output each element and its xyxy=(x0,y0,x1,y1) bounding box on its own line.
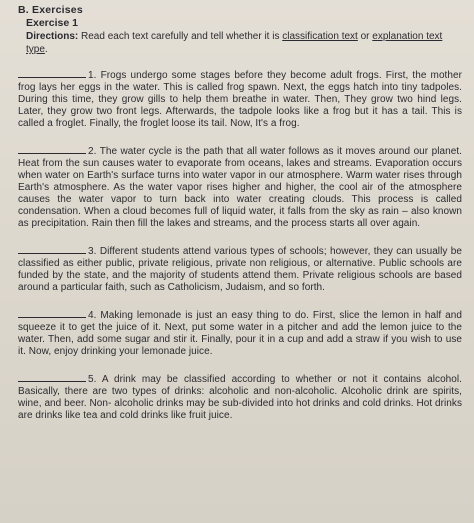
section-title: B. Exercises xyxy=(18,4,83,16)
item-number: 1. xyxy=(88,70,97,81)
exercise-item-4 xyxy=(18,308,462,358)
item-text: The water cycle is the path that all water follows as it moves around our planet. Heat from the sun causes water to evaporate from oceans, lakes and streams. Evaporation occurs when water on Earth's surface turns into water vapor in our atmosphere. Warm water rises through Earth's atmosphere. As the water vapor rises higher and higher, the cool air of the atmosphere causes the water vapor to turn back into water creating clouds. This process is called condensation. When a cloud becomes full of liquid water, it falls from the sky as rain – also known as precipitation. Rain then fill the lakes and streams, and the process starts all over again. xyxy=(18,146,462,229)
exercise-item-2 xyxy=(18,144,462,230)
exercise-title: Exercise 1 xyxy=(26,17,78,29)
item-number: 3. xyxy=(88,246,97,257)
directions-option-explanation: explanation text type xyxy=(26,31,443,55)
item-number: 5. xyxy=(88,374,97,385)
answer-blank[interactable] xyxy=(18,144,86,154)
directions-label: Directions: xyxy=(26,31,79,42)
item-text: Frogs undergo some stages before they become adult frogs. First, the mother frog lays her eggs in the water. This is called frog spawn. Next, the eggs hatch into tiny tadpoles. During this time, they grow gills to help them breathe in water. Then, They grow two hind legs. Later, they grow two front legs. Afterwards, the tadpole looks like a frog but it has a tail. This is called a froglet. Finally, the froglet loose its tail. Now, It's a frog. xyxy=(18,70,462,129)
directions-option-classification: classification text xyxy=(282,31,358,42)
answer-blank[interactable] xyxy=(18,68,86,78)
exercise-item-3 xyxy=(18,244,462,294)
item-number: 2. xyxy=(88,146,97,157)
answer-blank[interactable] xyxy=(18,372,86,382)
answer-blank[interactable] xyxy=(18,308,86,318)
item-text: Different students attend various types of schools; however, they can usually be classified as either public, private religious, private non religious, or alternative. Public schools are funded by the state, and the majority of students attend them. Private religious schools are based around a particular faith, such as Catholicism, Judaism, and so forth. xyxy=(18,246,462,293)
directions-text: Read each text carefully and tell whether it is xyxy=(78,31,283,42)
item-number: 4. xyxy=(88,310,97,321)
item-text: Making lemonade is just an easy thing to do. First, slice the lemon in half and squeeze it to get the juice of it. Next, put some water in a pitcher and add the lemon juice to the water. Then, add some sugar and stir it. Finally, pour it in a cup and add a straw if you wish to use it. Now, enjoy drinking your lemonade juice. xyxy=(18,310,462,357)
answer-blank[interactable] xyxy=(18,244,86,254)
directions-text: or xyxy=(357,31,373,42)
directions xyxy=(26,30,462,56)
exercise-item-5 xyxy=(18,372,462,422)
directions-text: . xyxy=(44,44,48,55)
exercise-item-1 xyxy=(18,68,462,130)
item-text: A drink may be classified according to whether or not it contains alcohol. Basically, there are two types of drinks: alcoholic and non-alcoholic. Alcoholic drink are spirits, wine, and beer. Non- alcoholic drinks may be sub-divided into hot drinks and cold drinks. Hot drinks are drinks like tea and cold drinks like fruit juice. xyxy=(18,374,463,421)
